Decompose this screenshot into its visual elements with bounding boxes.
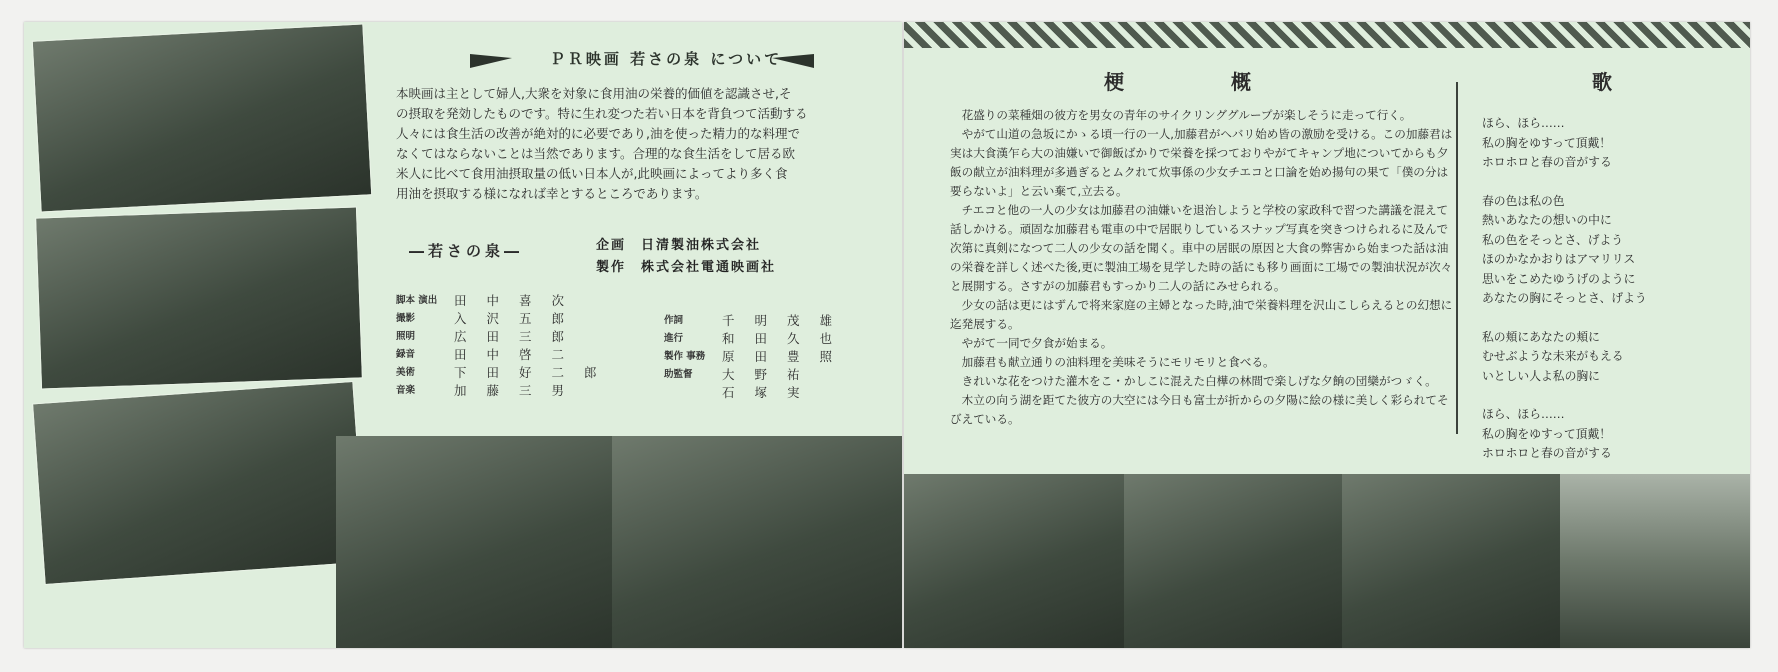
credit-row: 脚本 演出 田中喜次 xyxy=(396,293,585,308)
right-page xyxy=(904,22,1750,648)
decorative-stripe xyxy=(904,22,1750,48)
synopsis-heading: 梗 概 xyxy=(1104,70,1301,94)
credit-row: 石塚実 xyxy=(722,385,820,400)
production-credit xyxy=(596,256,776,275)
lyric-line: ほのかなかおりはアマリリス xyxy=(1482,252,1636,266)
credit-row: 音楽 加藤三男 xyxy=(396,383,585,398)
photo-lake-mountain-camp xyxy=(32,381,366,585)
photo-crowd-dinner xyxy=(1342,474,1560,648)
credits-list-left xyxy=(396,292,617,400)
synopsis-paragraph: 少女の話は更にはずんで将来家庭の主婦となった時,油で栄養料理を沢山こしらえるとの幻想に迄発展する。 xyxy=(950,298,1453,331)
production-role: 製作 xyxy=(596,260,627,275)
planning-name: 日清製油株式会社 xyxy=(641,238,762,253)
lyric-line: 春の色は私の色 xyxy=(1482,193,1565,208)
left-page xyxy=(24,22,902,648)
song-lyrics xyxy=(1482,114,1742,464)
credit-row: 進行 和田久也 xyxy=(664,331,853,346)
intro-text xyxy=(396,84,892,204)
intro-line: 用油を摂取する様になれば幸とするところであります。 xyxy=(396,186,708,201)
intro-line: 米人に比べて食用油摂取量の低い日本人が,此映画によってより多く食 xyxy=(396,166,788,181)
lyric-line: ホロホロと春の音がする xyxy=(1482,446,1612,460)
planning-role: 企画 xyxy=(596,238,627,253)
photo-picnic-meal xyxy=(1124,474,1342,648)
photo-girls-with-bicycles xyxy=(35,206,363,389)
lyric-line: 熱いあなたの想いの中に xyxy=(1482,213,1612,227)
synopsis-paragraph: やがて山道の急坂にかゝる頃一行の一人,加藤君がへバリ始め皆の激励を受ける。この加藤君は実は大食漢乍ら大の油嫌いで御飯ばかりで栄養を採つておりやがてキャンプ地についてからも夕飯の献立が油料理が多過ぎるとムクれて炊事係の少女チエコと口論を始め揚句の果て「僕の分は要らないよ」と云い棄て,立去る。 xyxy=(950,127,1453,198)
lyric-line: ホロホロと春の音がする xyxy=(1482,155,1612,169)
lyric-line: 私の色をそっとさ、げよう xyxy=(1482,232,1624,247)
photo-hillside-cyclists xyxy=(32,23,373,212)
credit-row: 録音 田中啓二 xyxy=(396,347,585,362)
lyric-gap xyxy=(1482,173,1742,192)
column-divider xyxy=(1456,82,1458,434)
lyric-line: 私の胸をゆすって頂戴！ xyxy=(1482,426,1612,441)
lyric-line: 思いをこめたゆうげのように xyxy=(1482,271,1636,286)
lyric-line: むせぶような未来がもえる xyxy=(1482,349,1624,363)
photo-smiling-group xyxy=(904,474,1124,648)
synopsis-paragraph: きれいな花をつけた灌木をこ・かしこに混えた白樺の林間で楽しげな夕餉の団欒がつゞく。 xyxy=(961,374,1437,388)
lyric-gap xyxy=(1482,386,1742,405)
photo-mount-fuji xyxy=(1560,474,1750,648)
credit-row: 助監督 大野祐 xyxy=(664,367,820,382)
credit-row: 美術 下田好二郎 xyxy=(396,365,617,380)
intro-line: なくてはならないことは当然であります。合理的な食生活をして居る欧 xyxy=(396,146,796,161)
intro-line: 本映画は主として婦人,大衆を対象に食用油の栄養的価値を認識させ,そ xyxy=(396,86,792,101)
photo-cabin-in-woods xyxy=(336,436,626,648)
lyric-line: いとしい人よ私の胸に xyxy=(1482,368,1600,383)
credit-row: 照明 広田三郎 xyxy=(396,329,585,344)
lyric-line: あなたの胸にそっとさ、げよう xyxy=(1482,291,1647,305)
synopsis-paragraph: 花盛りの菜種畑の彼方を男女の青年のサイクリンググループが楽しそうに走って行く。 xyxy=(961,108,1412,122)
lyric-line: ほら、ほら…… xyxy=(1482,116,1565,130)
pr-film-title: ＰＲ映画 若さの泉 について xyxy=(549,50,783,68)
synopsis-text xyxy=(950,106,1458,429)
photo-group-resting-on-logs xyxy=(612,436,902,648)
lyric-line: 私の胸をゆすって頂戴！ xyxy=(1482,135,1612,150)
credit-row: 撮影 入沢五郎 xyxy=(396,311,585,326)
synopsis-paragraph: 木立の向う湖を距てた彼方の大空には今日も富士が折からの夕陽に絵の様に美しく彩られてそびえている。 xyxy=(950,393,1449,426)
intro-line: の摂取を発効したものです。特に生れ変つた若い日本を背負つて活動する xyxy=(396,106,808,121)
lyric-line: 私の頬にあなたの頬に xyxy=(1482,329,1600,344)
credit-row: 作詞 千明茂雄 xyxy=(664,313,853,328)
synopsis-paragraph: チエコと他の一人の少女は加藤君の油嫌いを退治しようと学校の家政科で習つた講議を混えて話しかける。頑固な加藤君も電車の中で居眠りしているスナップ写真を突きつけられるに及んで次第に真剣になつて二人の少女の話を聞く。車中の居眠の原因と大食の弊害から始まつた話は油の栄養を詳しく述べた後,更に製油工場を見学した時の話にも移り画面に工場での製油状況が次々と展開する。さすがの加藤君もすっかり二人の話にみせられる。 xyxy=(950,203,1453,293)
synopsis-paragraph: 加藤君も献立通りの油料理を美味そうにモリモリと食べる。 xyxy=(961,355,1275,369)
production-name: 株式会社電通映画社 xyxy=(641,260,777,275)
lyric-line: ほら、ほら…… xyxy=(1482,407,1565,421)
lyric-gap xyxy=(1482,309,1742,328)
synopsis-paragraph: やがて一同で夕食が始まる。 xyxy=(961,336,1113,350)
planning-credit xyxy=(596,234,761,253)
credit-row: 製作 事務 原田豊照 xyxy=(664,349,853,364)
intro-line: 人々には食生活の改善が絶対的に必要であり,油を使った精力的な料理で xyxy=(396,126,800,141)
movie-title: ―若さの泉― xyxy=(409,242,524,260)
credits-list-right xyxy=(664,312,852,402)
song-heading: 歌 xyxy=(1592,70,1612,94)
